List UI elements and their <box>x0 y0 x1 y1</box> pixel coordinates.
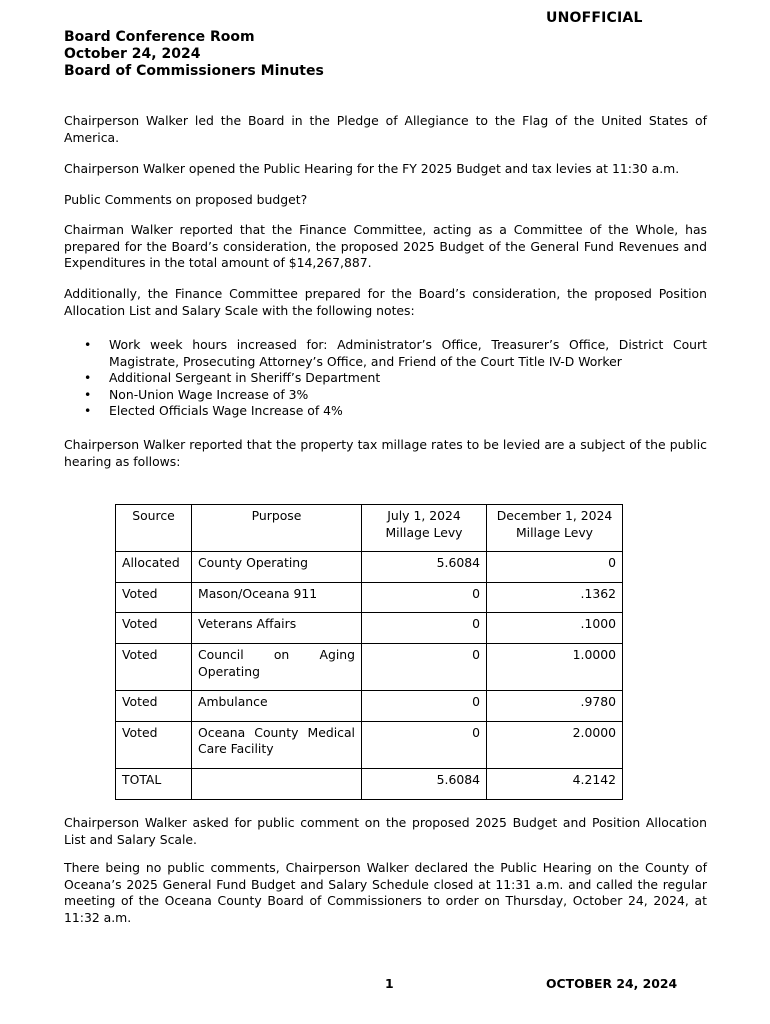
cell-purpose <box>192 768 362 799</box>
header-title: Board of Commissioners Minutes <box>64 63 324 79</box>
table-row <box>116 691 623 722</box>
cell-purpose: Ambulance <box>192 691 362 722</box>
cell-purpose: Oceana County Medical Care Facility <box>192 721 362 768</box>
list-item: • Non-Union Wage Increase of 3% <box>64 387 707 404</box>
cell-july: 0 <box>362 691 487 722</box>
cell-december: 2.0000 <box>487 721 623 768</box>
header-date: October 24, 2024 <box>64 46 201 62</box>
cell-december: .1000 <box>487 613 623 644</box>
cell-source: TOTAL <box>116 768 192 799</box>
cell-december: 1.0000 <box>487 643 623 690</box>
cell-december: .9780 <box>487 691 623 722</box>
table-row <box>116 721 623 768</box>
cell-purpose: Mason/Oceana 911 <box>192 582 362 613</box>
cell-december: 4.2142 <box>487 768 623 799</box>
cell-source: Voted <box>116 582 192 613</box>
paragraph-budget-report: Chairman Walker reported that the Finance Committee, acting as a Committee of the Whole, has prepared for the Board’s consideration, the proposed 2025 Budget of the General Fund Revenues and Expenditures in the total amount of $14,267,887. <box>64 222 707 271</box>
table-row <box>116 643 623 690</box>
table-total-row <box>116 768 623 799</box>
cell-july: 0 <box>362 613 487 644</box>
cell-source: Voted <box>116 613 192 644</box>
paragraph-hearing-open: Chairperson Walker opened the Public Hearing for the FY 2025 Budget and tax levies at 11:30 a.m. <box>64 161 680 176</box>
paragraph-public-comments: Public Comments on proposed budget? <box>64 192 308 207</box>
paragraph-comment-request: Chairperson Walker asked for public comment on the proposed 2025 Budget and Position Allocation List and Salary Scale. <box>64 815 707 847</box>
cell-source: Voted <box>116 643 192 690</box>
cell-july: 0 <box>362 582 487 613</box>
cell-july: 0 <box>362 643 487 690</box>
unofficial-stamp: UNOFFICIAL <box>546 10 643 26</box>
cell-july: 5.6084 <box>362 552 487 583</box>
page-number: 1 <box>385 976 394 991</box>
header-december: December 1, 2024 Millage Levy <box>487 505 623 552</box>
table-row <box>116 582 623 613</box>
cell-purpose: Veterans Affairs <box>192 613 362 644</box>
table-header-row <box>116 505 623 552</box>
cell-december: .1362 <box>487 582 623 613</box>
cell-source: Voted <box>116 691 192 722</box>
header-source: Source <box>116 505 192 552</box>
document-header <box>64 29 324 80</box>
list-item: • Elected Officials Wage Increase of 4% <box>64 403 707 420</box>
footer-date: OCTOBER 24, 2024 <box>546 976 678 991</box>
paragraph-position-allocation: Additionally, the Finance Committee prepared for the Board’s consideration, the proposed Position Allocation List and Salary Scale with the following notes: <box>64 286 707 318</box>
cell-july: 0 <box>362 721 487 768</box>
header-july: July 1, 2024 Millage Levy <box>362 505 487 552</box>
paragraph-hearing-close: There being no public comments, Chairperson Walker declared the Public Hearing on the County of Oceana’s 2025 General Fund Budget and Salary Schedule closed at 11:31 a.m. and called the regular meeting of the Oceana County Board of Commissioners to order on Thursday, October 24, 2024, at 11:32 a.m. <box>64 860 707 925</box>
table-row <box>116 552 623 583</box>
cell-purpose: County Operating <box>192 552 362 583</box>
cell-december: 0 <box>487 552 623 583</box>
cell-july: 5.6084 <box>362 768 487 799</box>
table-row <box>116 613 623 644</box>
header-location: Board Conference Room <box>64 29 255 45</box>
cell-source: Allocated <box>116 552 192 583</box>
cell-source: Voted <box>116 721 192 768</box>
paragraph-millage-intro: Chairperson Walker reported that the property tax millage rates to be levied are a subject of the public hearing as follows: <box>64 437 707 469</box>
list-item: • Additional Sergeant in Sheriff’s Department <box>64 370 707 387</box>
list-item: • Work week hours increased for: Administrator’s Office, Treasurer’s Office, District Court Magistrate, Prosecuting Attorney’s Office, and Friend of the Court Title IV-D Worker <box>64 337 707 370</box>
cell-purpose: Council on Aging Operating <box>192 643 362 690</box>
notes-list <box>64 337 707 420</box>
millage-table <box>115 504 623 800</box>
paragraph-pledge: Chairperson Walker led the Board in the Pledge of Allegiance to the Flag of the United States of America. <box>64 113 707 145</box>
header-purpose: Purpose <box>192 505 362 552</box>
